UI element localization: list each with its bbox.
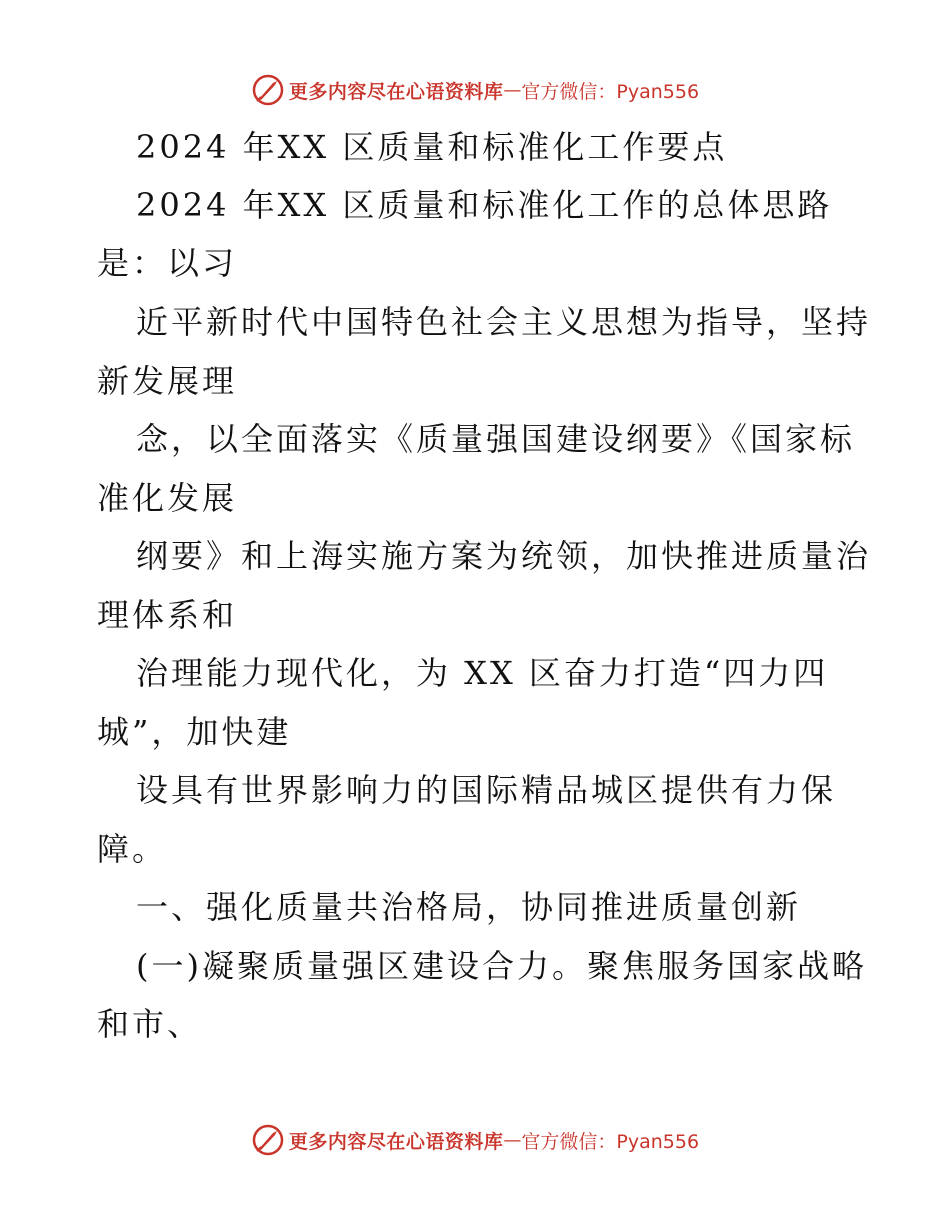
paragraph-line: 城”，加快建 bbox=[97, 713, 292, 751]
watermark-brand: 更多内容尽在心语资料库 bbox=[288, 80, 504, 103]
watermark-brand: 更多内容尽在心语资料库 bbox=[288, 1130, 504, 1153]
paragraph-line: 障。 bbox=[97, 830, 168, 868]
paragraph-line: 近平新时代中国特色社会主义思想为指导，坚持 bbox=[136, 303, 872, 341]
quill-pen-logo-icon bbox=[251, 1123, 285, 1157]
quill-pen-logo-icon bbox=[251, 73, 285, 107]
header-watermark bbox=[0, 70, 950, 110]
section-heading: 一、强化质量共治格局，协同推进质量创新 bbox=[136, 888, 802, 926]
watermark-separator: — bbox=[503, 79, 522, 101]
paragraph-line: 和市、 bbox=[97, 1005, 203, 1043]
watermark-contact: 官方微信：Pyan556 bbox=[521, 80, 700, 103]
paragraph-line: 是：以习 bbox=[97, 244, 238, 282]
paragraph-line: (一)凝聚质量强区建设合力。聚焦服务国家战略 bbox=[136, 947, 867, 985]
paragraph-line: 纲要》和上海实施方案为统领，加快推进质量治 bbox=[136, 537, 872, 575]
paragraph-line: 准化发展 bbox=[97, 479, 238, 517]
document-title: 2024 年XX 区质量和标准化工作要点 bbox=[136, 128, 728, 166]
paragraph-line: 理体系和 bbox=[97, 596, 238, 634]
paragraph-line: 治理能力现代化，为 XX 区奋力打造“四力四 bbox=[136, 654, 829, 692]
watermark-contact: 官方微信：Pyan556 bbox=[521, 1130, 700, 1153]
paragraph-line: 设具有世界影响力的国际精品城区提供有力保 bbox=[136, 771, 837, 809]
footer-watermark bbox=[0, 1120, 950, 1160]
watermark-separator: — bbox=[503, 1129, 522, 1151]
paragraph-line: 新发展理 bbox=[97, 362, 238, 400]
paragraph-line: 2024 年XX 区质量和标准化工作的总体思路 bbox=[136, 186, 833, 224]
paragraph-line: 念，以全面落实《质量强国建设纲要》《国家标 bbox=[136, 420, 856, 458]
